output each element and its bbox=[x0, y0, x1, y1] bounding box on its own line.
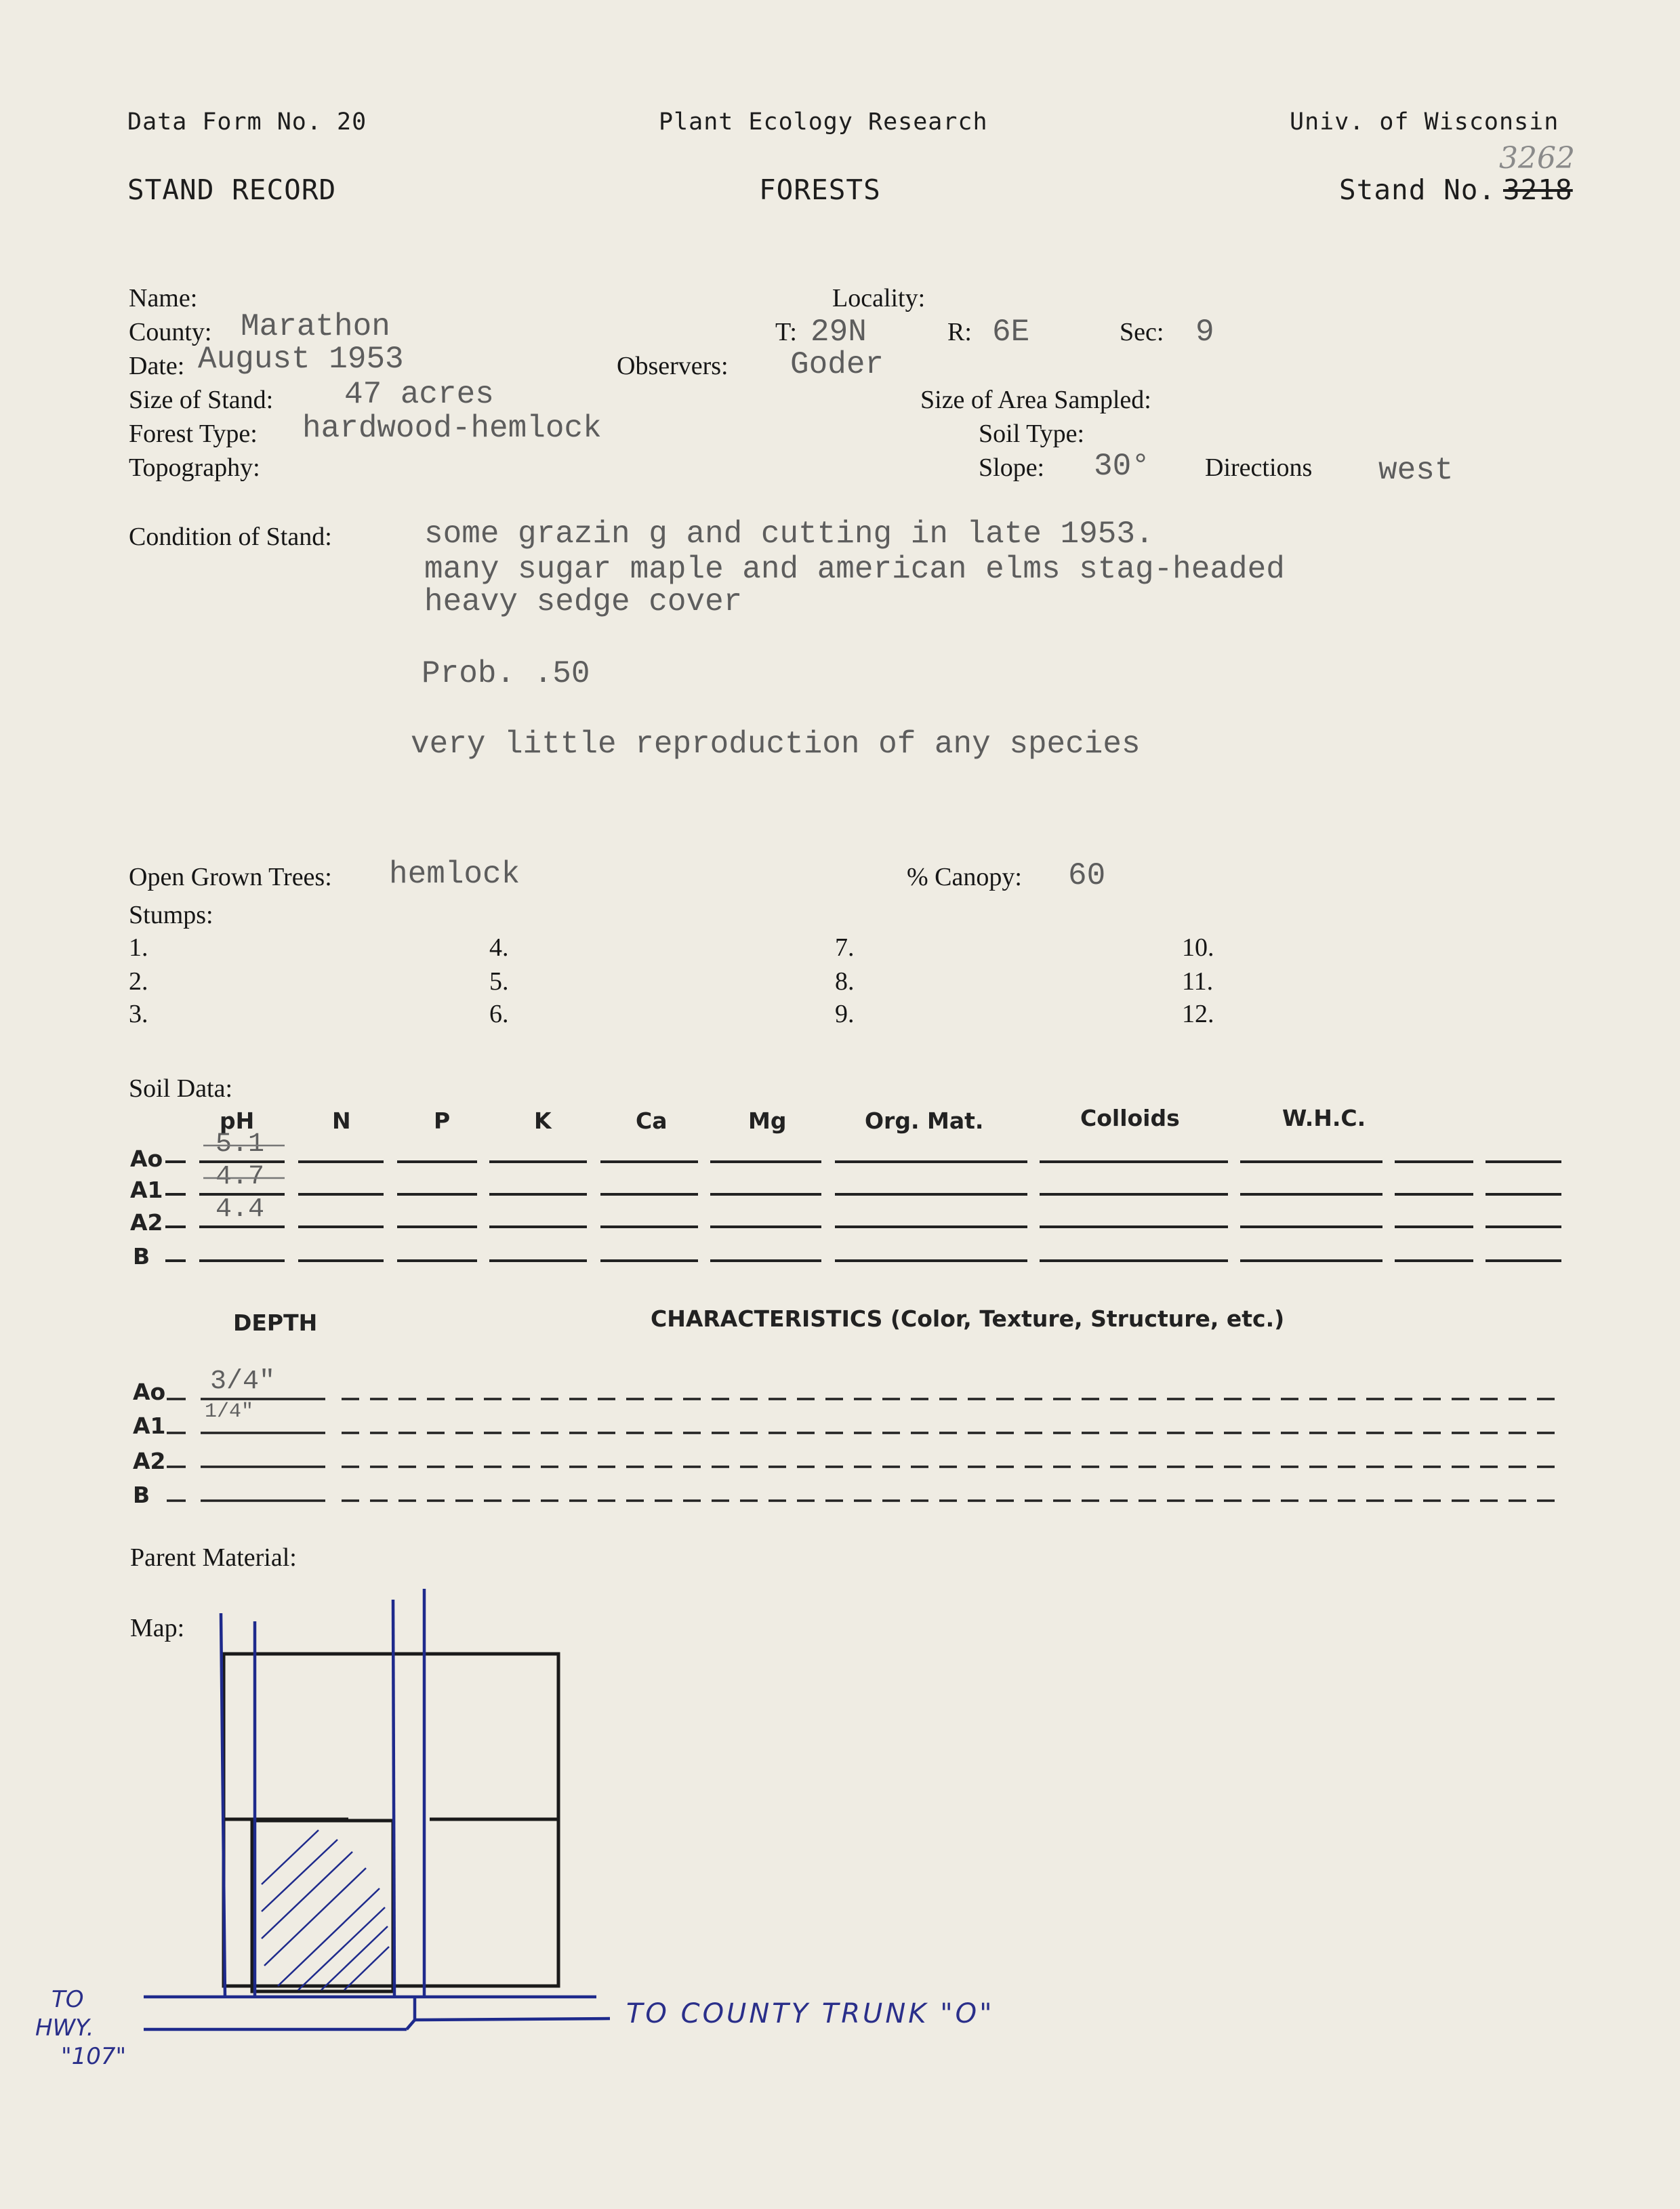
county-value: Marathon bbox=[241, 309, 390, 344]
stumps-label: Stumps: bbox=[129, 901, 213, 929]
soil-horizon-label: B bbox=[133, 1243, 150, 1270]
depth-horizon-label: B bbox=[133, 1482, 150, 1508]
directions-label: Directions bbox=[1205, 453, 1313, 482]
township-value: 29N bbox=[811, 315, 867, 350]
stump-number: 3. bbox=[129, 1000, 148, 1028]
soil-col-colloids: Colloids bbox=[1080, 1105, 1180, 1131]
stump-number: 7. bbox=[835, 933, 855, 962]
range-value: 6E bbox=[992, 315, 1030, 350]
size-label: Size of Stand: bbox=[129, 386, 274, 414]
map-sketch bbox=[224, 1654, 558, 1991]
stand-no-corrected: 3262 bbox=[1499, 141, 1575, 176]
date-label: Date: bbox=[129, 352, 185, 380]
slope-label: Slope: bbox=[979, 453, 1045, 482]
soil-table-rules bbox=[165, 1162, 1561, 1261]
stump-number: 9. bbox=[835, 1000, 855, 1028]
stand-no-original: 3218 bbox=[1503, 174, 1573, 206]
soil-col-k: K bbox=[534, 1108, 552, 1134]
size-sampled-label: Size of Area Sampled: bbox=[920, 386, 1151, 414]
map-note-county-trunk: TO COUNTY TRUNK "O" bbox=[626, 1998, 995, 2029]
township-label: T: bbox=[775, 318, 797, 346]
parent-material-label: Parent Material: bbox=[130, 1543, 297, 1572]
condition-line-1: some grazin g and cutting in late 1953. bbox=[424, 516, 1154, 552]
soil-col-p: P bbox=[434, 1108, 451, 1134]
depth-horizon-label: A2 bbox=[133, 1448, 166, 1474]
condition-line-2: many sugar maple and american elms stag-headed bbox=[424, 552, 1285, 587]
ph-value: 5.1 bbox=[216, 1129, 265, 1160]
range-label: R: bbox=[947, 318, 972, 346]
locality-label: Locality: bbox=[832, 284, 926, 312]
forest-type-value: hardwood-hemlock bbox=[302, 411, 602, 446]
canopy-label: % Canopy: bbox=[907, 863, 1022, 891]
stump-number: 8. bbox=[835, 967, 855, 996]
depth-label: DEPTH bbox=[233, 1310, 318, 1336]
map-note-hwy-number: "107" bbox=[61, 2043, 127, 2070]
form-number: Data Form No. 20 bbox=[127, 108, 367, 136]
depth-horizon-label: A1 bbox=[133, 1413, 166, 1439]
record-type: STAND RECORD bbox=[127, 174, 337, 206]
section-value: 9 bbox=[1195, 315, 1214, 350]
soil-col-whc: W.H.C. bbox=[1282, 1105, 1366, 1131]
stump-number: 11. bbox=[1182, 967, 1214, 996]
open-grown-label: Open Grown Trees: bbox=[129, 863, 332, 891]
stand-no-label: Stand No. bbox=[1339, 174, 1496, 206]
observers-value: Goder bbox=[790, 347, 884, 382]
ph-value: 4.4 bbox=[216, 1194, 265, 1225]
observers-label: Observers: bbox=[617, 352, 729, 380]
soil-horizon-label: Ao bbox=[130, 1146, 163, 1172]
soil-horizon-label: A2 bbox=[130, 1209, 163, 1236]
depth-horizon-label: Ao bbox=[133, 1379, 166, 1405]
institution: Univ. of Wisconsin bbox=[1290, 108, 1559, 136]
name-label: Name: bbox=[129, 284, 198, 312]
stump-number: 2. bbox=[129, 967, 148, 996]
condition-line-3: heavy sedge cover bbox=[424, 584, 743, 620]
characteristics-label: CHARACTERISTICS (Color, Texture, Structure, etc.) bbox=[651, 1305, 1285, 1332]
soil-col-ca: Ca bbox=[636, 1108, 668, 1134]
canopy-value: 60 bbox=[1068, 858, 1106, 893]
soil-horizon-label: A1 bbox=[130, 1177, 163, 1203]
map-hatched-area bbox=[262, 1830, 389, 1990]
ph-value: 4.7 bbox=[216, 1162, 265, 1192]
probability-note: Prob. .50 bbox=[422, 656, 590, 691]
stump-number: 1. bbox=[129, 933, 148, 962]
soil-type-label: Soil Type: bbox=[979, 420, 1085, 448]
date-value: August 1953 bbox=[198, 342, 404, 377]
depth-value: 1/4" bbox=[205, 1400, 254, 1423]
stump-number: 4. bbox=[489, 933, 509, 962]
map-note-hwy: HWY. bbox=[35, 2014, 94, 2042]
slope-value: 30° bbox=[1094, 449, 1150, 484]
stump-number: 10. bbox=[1182, 933, 1214, 962]
county-label: County: bbox=[129, 318, 212, 346]
topography-label: Topography: bbox=[129, 453, 260, 482]
section-label: Sec: bbox=[1120, 318, 1164, 346]
directions-value: west bbox=[1378, 453, 1454, 488]
characteristics-dashes bbox=[342, 1399, 1561, 1501]
soil-col-mg: Mg bbox=[748, 1108, 787, 1134]
stump-number: 12. bbox=[1182, 1000, 1214, 1028]
soil-data-label: Soil Data: bbox=[129, 1074, 233, 1103]
depth-value: 3/4" bbox=[210, 1366, 276, 1397]
map-label: Map: bbox=[130, 1614, 185, 1642]
soil-col-org-mat: Org. Mat. bbox=[865, 1108, 984, 1134]
forest-type-label: Forest Type: bbox=[129, 420, 258, 448]
stump-number: 6. bbox=[489, 1000, 509, 1028]
soil-col-ph: pH bbox=[220, 1108, 255, 1134]
open-grown-value: hemlock bbox=[389, 857, 520, 892]
center-title: Plant Ecology Research bbox=[659, 108, 988, 136]
depth-rules bbox=[167, 1399, 325, 1501]
reproduction-note: very little reproduction of any species bbox=[411, 727, 1141, 762]
category: FORESTS bbox=[759, 174, 881, 206]
size-value: 47 acres bbox=[344, 377, 494, 412]
map-note-to: TO bbox=[52, 1986, 84, 2013]
stump-number: 5. bbox=[489, 967, 509, 996]
soil-col-n: N bbox=[332, 1108, 351, 1134]
condition-label: Condition of Stand: bbox=[129, 523, 332, 551]
